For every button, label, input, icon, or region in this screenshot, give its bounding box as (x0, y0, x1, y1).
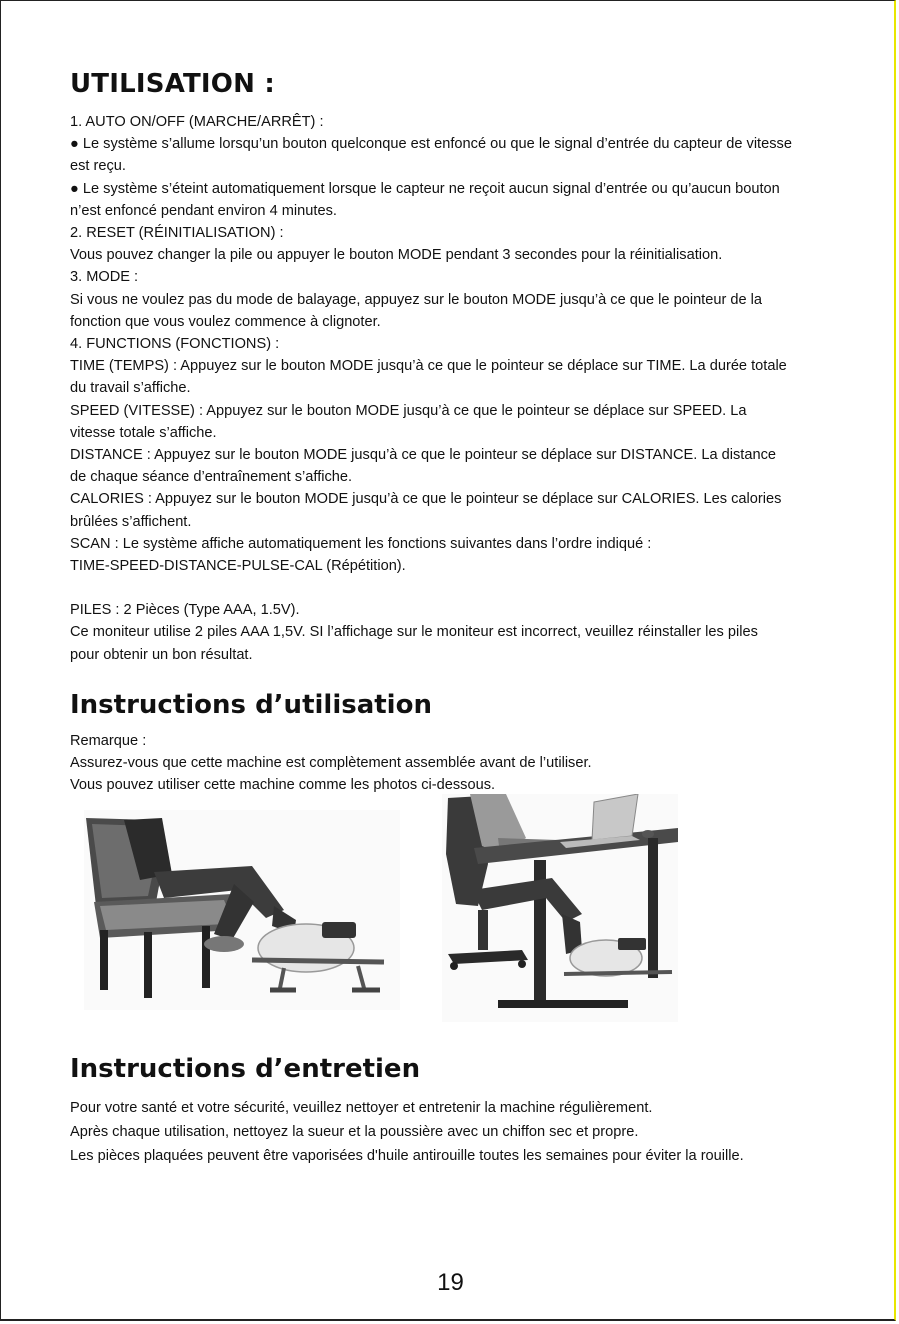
page-content (70, 67, 850, 1168)
usage-line: ● Le système s’allume lorsqu’un bouton quelconque est enfoncé ou que le signal d’entrée du capteur de vitesse (70, 136, 792, 153)
usage-line: DISTANCE : Appuyez sur le bouton MODE jusqu’à ce que le pointeur se déplace sur DISTANCE. La distance (70, 447, 776, 464)
battery-line: pour obtenir un bon résultat. (70, 646, 253, 663)
battery-line: Ce moniteur utilise 2 piles AAA 1,5V. SI l’affichage sur le moniteur est incorrect, veuillez réinstaller les piles (70, 624, 758, 641)
instructions-line: Assurez-vous que cette machine est complètement assemblée avant de l’utiliser. (70, 755, 592, 772)
usage-line: 2. RESET (RÉINITIALISATION) : (70, 225, 284, 242)
usage-line: TIME-SPEED-DISTANCE-PULSE-CAL (Répétition). (70, 558, 406, 575)
usage-line: ● Le système s’éteint automatiquement lorsque le capteur ne reçoit aucun signal d’entrée ou qu’aucun bouton (70, 180, 780, 197)
instructions-line: Vous pouvez utiliser cette machine comme les photos ci-dessous. (70, 777, 496, 794)
usage-line: 1. AUTO ON/OFF (MARCHE/ARRÊT) : (70, 114, 324, 130)
usage-line: SPEED (VITESSE) : Appuyez sur le bouton MODE jusqu’à ce que le pointeur se déplace sur SPEED. La (70, 402, 747, 419)
instructions-line: Remarque : (70, 732, 147, 749)
maintenance-heading: Instructions d’entretien (70, 1054, 421, 1085)
maintenance-line: Pour votre santé et votre sécurité, veuillez nettoyer et entretenir la machine régulièrement. (70, 1100, 653, 1117)
usage-line: est reçu. (70, 158, 126, 175)
maintenance-section (70, 1096, 850, 1168)
instructions-heading: Instructions d’utilisation (70, 689, 432, 720)
usage-line: fonction que vous voulez commence à clignoter. (70, 313, 381, 330)
usage-line: Vous pouvez changer la pile ou appuyer le bouton MODE pendant 3 secondes pour la réinitialisation. (70, 247, 723, 264)
usage-line: de chaque séance d’entraînement s’affiche. (70, 469, 353, 486)
usage-line: brûlées s’affichent. (70, 513, 192, 530)
usage-line: TIME (TEMPS) : Appuyez sur le bouton MODE jusqu’à ce que le pointeur se déplace sur TIME. La durée totale (70, 358, 787, 375)
spacer (70, 577, 850, 599)
usage-line: Si vous ne voulez pas du mode de balayage, appuyez sur le bouton MODE jusqu’à ce que le pointeur de la (70, 291, 763, 308)
usage-line: 3. MODE : (70, 269, 139, 286)
maintenance-line: Après chaque utilisation, nettoyez la sueur et la poussière avec un chiffon sec et propre. (70, 1124, 639, 1141)
usage-line: du travail s’affiche. (70, 380, 191, 397)
usage-line: CALORIES : Appuyez sur le bouton MODE jusqu’à ce que le pointeur se déplace sur CALORIES. Les calories (70, 491, 782, 508)
battery-line: PILES : 2 Pièces (Type AAA, 1.5V). (70, 602, 300, 619)
usage-line: n’est enfoncé pendant environ 4 minutes. (70, 202, 337, 219)
maintenance-line: Les pièces plaquées peuvent être vaporisées d'huile antirouille toutes les semaines pour éviter la rouille. (70, 1148, 744, 1165)
usage-photos (70, 810, 850, 1042)
page-number: 19 (437, 1269, 464, 1296)
usage-section (70, 111, 850, 666)
chair-pedal-photo (84, 810, 400, 1010)
usage-line: 4. FUNCTIONS (FONCTIONS) : (70, 336, 280, 353)
usage-heading: UTILISATION : (70, 69, 275, 99)
usage-line: SCAN : Le système affiche automatiquement les fonctions suivantes dans l’ordre indiqué : (70, 535, 652, 552)
desk-pedal-photo (442, 794, 678, 1022)
usage-line: vitesse totale s’affiche. (70, 424, 217, 441)
instructions-section (70, 730, 850, 797)
